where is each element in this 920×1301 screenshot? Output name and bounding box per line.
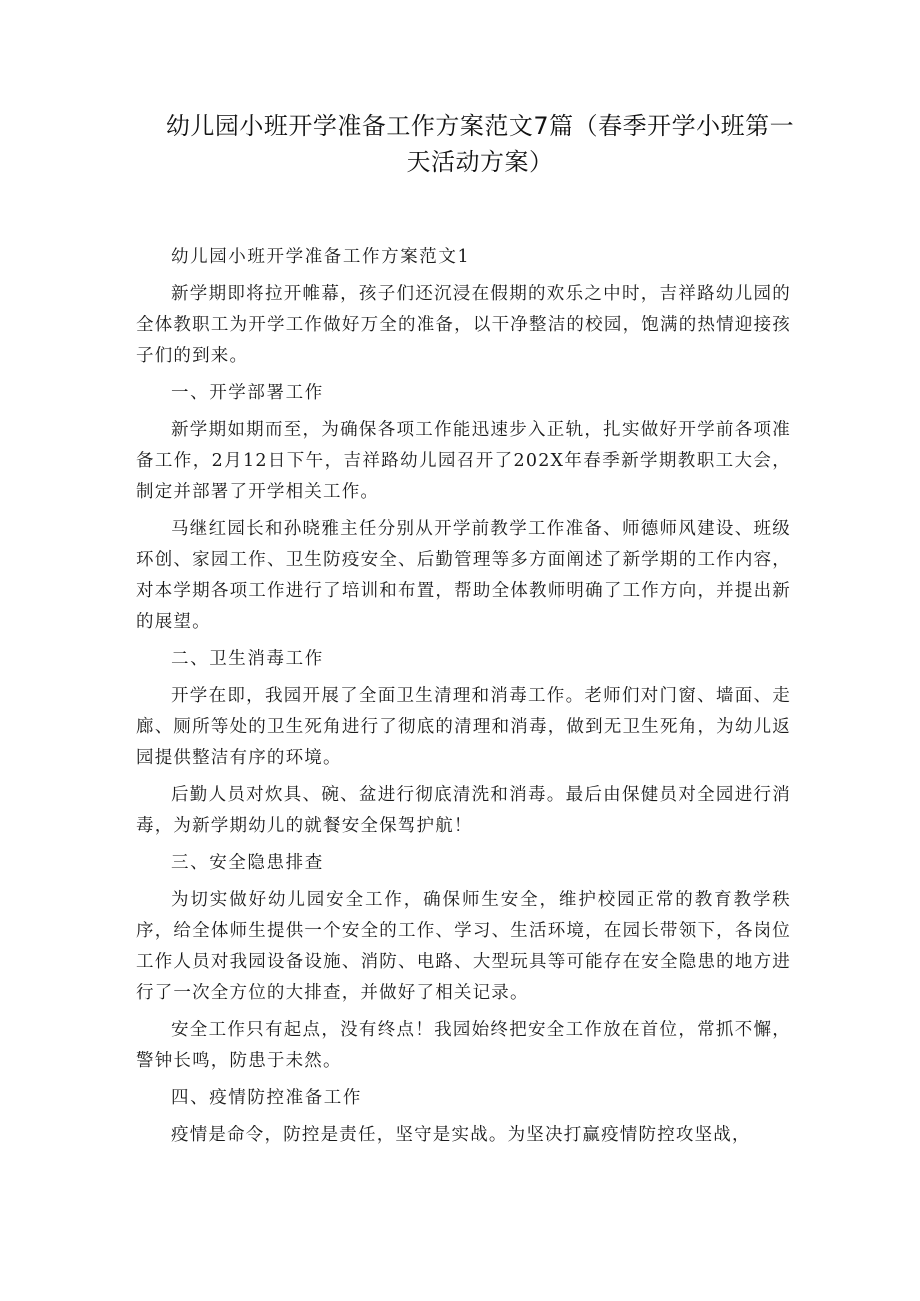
section-heading: 二、卫生消毒工作: [171, 649, 324, 669]
paragraph: 疫情是命令，防控是责任，坚守是实战。为坚决打赢疫情防控攻坚战，: [171, 1125, 751, 1145]
section-heading: 三、安全隐患排查: [171, 853, 324, 873]
paragraph: 马继红园长和孙晓雅主任分别从开学前教学工作准备、师德师风建设、班级环创、家园工作、卫生防疫安全、后勤管理等多方面阐述了新学期的工作内容，对本学期各项工作进行了培训和布置，帮助全体教师明确了工作方向，并提出新的展望。: [136, 519, 791, 632]
paragraph: 开学在即，我园开展了全面卫生清理和消毒工作。老师们对门窗、墙面、走廊、厕所等处的卫生死角进行了彻底的清理和消毒，做到无卫生死角，为幼儿返园提供整洁有序的环境。: [136, 686, 791, 768]
title-line-1: 幼儿园小班开学准备工作方案范文7篇（春季开学小班第一: [165, 112, 795, 140]
section-heading: 四、疫情防控准备工作: [171, 1088, 362, 1108]
paragraph: 后勤人员对炊具、碗、盆进行彻底清洗和消毒。最后由保健员对全园进行消毒，为新学期幼儿的就餐安全保驾护航！: [136, 785, 791, 836]
paragraph: 安全工作只有起点，没有终点！我园始终把安全工作放在首位，常抓不懈，警钟长鸣，防患于未然。: [136, 1020, 791, 1071]
paragraph: 新学期即将拉开帷幕，孩子们还沉浸在假期的欢乐之中时，吉祥路幼儿园的全体教职工为开学工作做好万全的准备，以干净整洁的校园，饱满的热情迎接孩子们的到来。: [136, 284, 791, 366]
title-line-2: 天活动方案）: [406, 148, 554, 176]
document-title: [150, 108, 810, 180]
paragraph: 新学期如期而至，为确保各项工作能迅速步入正轨，扎实做好开学前各项准备工作，2月12日下午，吉祥路幼儿园召开了202X年春季新学期教职工大会，制定并部署了开学相关工作。: [136, 420, 791, 502]
paragraph: 为切实做好幼儿园安全工作，确保师生安全，维护校园正常的教育教学秩序，给全体师生提供一个安全的工作、学习、生活环境，在园长带领下，各岗位工作人员对我园设备设施、消防、电路、大型玩具等可能存在安全隐患的地方进行了一次全方位的大排查，并做好了相关记录。: [136, 890, 791, 1003]
section-heading: 幼儿园小班开学准备工作方案范文1: [171, 247, 471, 267]
document-body: [136, 242, 791, 1157]
section-heading: 一、开学部署工作: [171, 383, 324, 403]
